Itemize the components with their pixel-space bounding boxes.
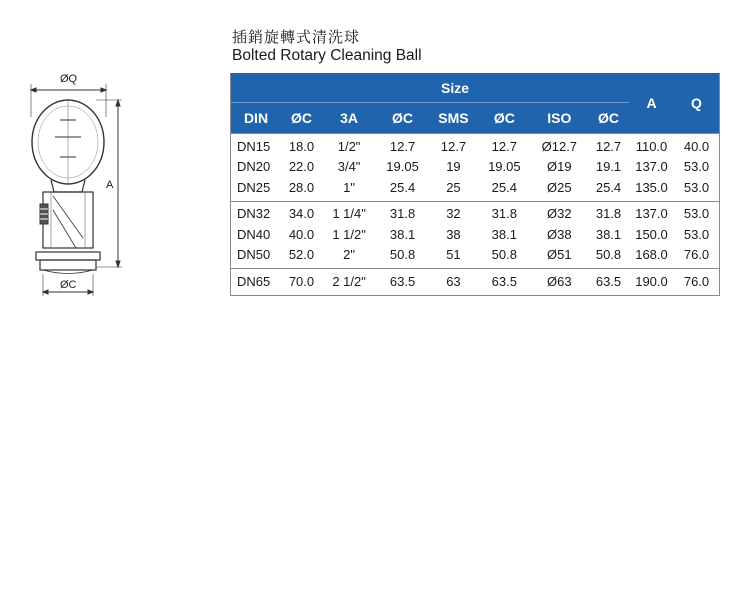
table-cell: 40.0 xyxy=(674,134,720,157)
table-cell: 3/4" xyxy=(337,159,361,175)
table-cell: 12.7 xyxy=(376,134,429,157)
column-header: ØC xyxy=(478,103,531,134)
label-c: ØC xyxy=(60,279,77,291)
table-cell: 1 1/2" xyxy=(332,226,366,242)
table-cell: 19.05 xyxy=(386,159,419,175)
cleaning-ball-drawing xyxy=(18,62,133,302)
column-header: ØC xyxy=(588,103,629,134)
table-cell: 110.0 xyxy=(629,134,674,157)
table-cell: 76.0 xyxy=(683,247,710,263)
table-row xyxy=(231,224,720,245)
table-row xyxy=(231,177,720,201)
table-cell: 2" xyxy=(343,247,356,263)
table-cell: 63.5 xyxy=(588,269,629,296)
table-cell: 38.1 xyxy=(491,226,517,242)
table-cell: 76.0 xyxy=(674,269,720,296)
table-cell: 19.1 xyxy=(595,159,622,175)
column-header: DIN xyxy=(231,103,282,134)
table-cell: DN20 xyxy=(237,159,271,175)
header-a: A xyxy=(629,73,674,134)
table-row xyxy=(231,245,720,269)
label-q: ØQ xyxy=(60,73,78,85)
dimension-table xyxy=(230,73,720,296)
table-cell: 63.5 xyxy=(376,269,429,296)
table-cell: 53.0 xyxy=(683,159,710,175)
column-header: ISO xyxy=(531,103,588,134)
table-cell: 1 1/4" xyxy=(322,201,376,224)
table-cell: 53.0 xyxy=(674,201,720,224)
table-cell: 31.8 xyxy=(478,201,531,224)
column-header: SMS xyxy=(429,103,478,134)
table-cell: 137.0 xyxy=(629,201,674,224)
table-row xyxy=(231,201,720,224)
table-cell: 31.8 xyxy=(588,201,629,224)
table-cell: 190.0 xyxy=(629,269,674,296)
table-cell: 53.0 xyxy=(683,179,710,195)
table-row xyxy=(231,269,720,296)
table-cell: Ø32 xyxy=(531,201,588,224)
table-cell: DN40 xyxy=(237,226,271,242)
table-cell: 52.0 xyxy=(288,247,315,263)
table-cell: 50.8 xyxy=(595,247,622,263)
table-cell: 31.8 xyxy=(376,201,429,224)
table-cell: 63.5 xyxy=(478,269,531,296)
table-cell: 50.8 xyxy=(389,247,416,263)
table-cell: 32 xyxy=(429,201,478,224)
table-cell: 12.7 xyxy=(478,134,531,157)
table-cell: 25.4 xyxy=(595,179,622,195)
title-english: Bolted Rotary Cleaning Ball xyxy=(232,47,422,64)
header-size: Size xyxy=(281,73,629,103)
table-cell: Ø63 xyxy=(531,269,588,296)
table-cell: 34.0 xyxy=(281,201,322,224)
table-cell: 50.8 xyxy=(491,247,517,263)
table-cell: 12.7 xyxy=(588,134,629,157)
column-header: ØC xyxy=(376,103,429,134)
table-cell: DN50 xyxy=(237,247,271,263)
table-row xyxy=(231,157,720,178)
table-cell: 135.0 xyxy=(635,179,668,195)
table-cell: Ø25 xyxy=(547,179,572,195)
table-cell: 168.0 xyxy=(635,247,668,263)
table-cell: 38.1 xyxy=(595,226,622,242)
table-cell: DN15 xyxy=(231,134,282,157)
table-cell: DN25 xyxy=(237,179,271,195)
column-header: 3A xyxy=(322,103,376,134)
table-cell: 19 xyxy=(446,159,461,175)
table-cell: DN65 xyxy=(231,269,282,296)
table-row xyxy=(231,134,720,157)
title-chinese: 插銷旋轉式清洗球 xyxy=(232,28,361,46)
table-cell: 1" xyxy=(343,179,356,195)
label-a: A xyxy=(106,179,114,191)
table-cell: 38.1 xyxy=(389,226,416,242)
table-cell: 25.4 xyxy=(389,179,416,195)
column-header: ØC xyxy=(281,103,322,134)
table-cell: 19.05 xyxy=(488,159,521,175)
table-cell: 63 xyxy=(429,269,478,296)
table-cell: 2 1/2" xyxy=(322,269,376,296)
table-cell: 53.0 xyxy=(683,226,710,242)
table-cell: 25.4 xyxy=(491,179,517,195)
table-cell: 18.0 xyxy=(281,134,322,157)
table-cell: 40.0 xyxy=(288,226,315,242)
table-cell: Ø12.7 xyxy=(531,134,588,157)
table-cell: 25 xyxy=(446,179,461,195)
table-cell: 137.0 xyxy=(635,159,668,175)
table-cell: 38 xyxy=(446,226,461,242)
table-cell: 70.0 xyxy=(281,269,322,296)
table-cell: Ø38 xyxy=(547,226,572,242)
table-cell: 150.0 xyxy=(635,226,668,242)
table-cell: Ø51 xyxy=(547,247,572,263)
table-cell: 51 xyxy=(446,247,461,263)
table-cell: DN32 xyxy=(231,201,282,224)
table-cell: Ø19 xyxy=(547,159,572,175)
table-cell: 12.7 xyxy=(429,134,478,157)
header-q: Q xyxy=(674,73,720,134)
table-cell: 1/2" xyxy=(322,134,376,157)
table-cell: 28.0 xyxy=(288,179,315,195)
table-cell: 22.0 xyxy=(288,159,315,175)
